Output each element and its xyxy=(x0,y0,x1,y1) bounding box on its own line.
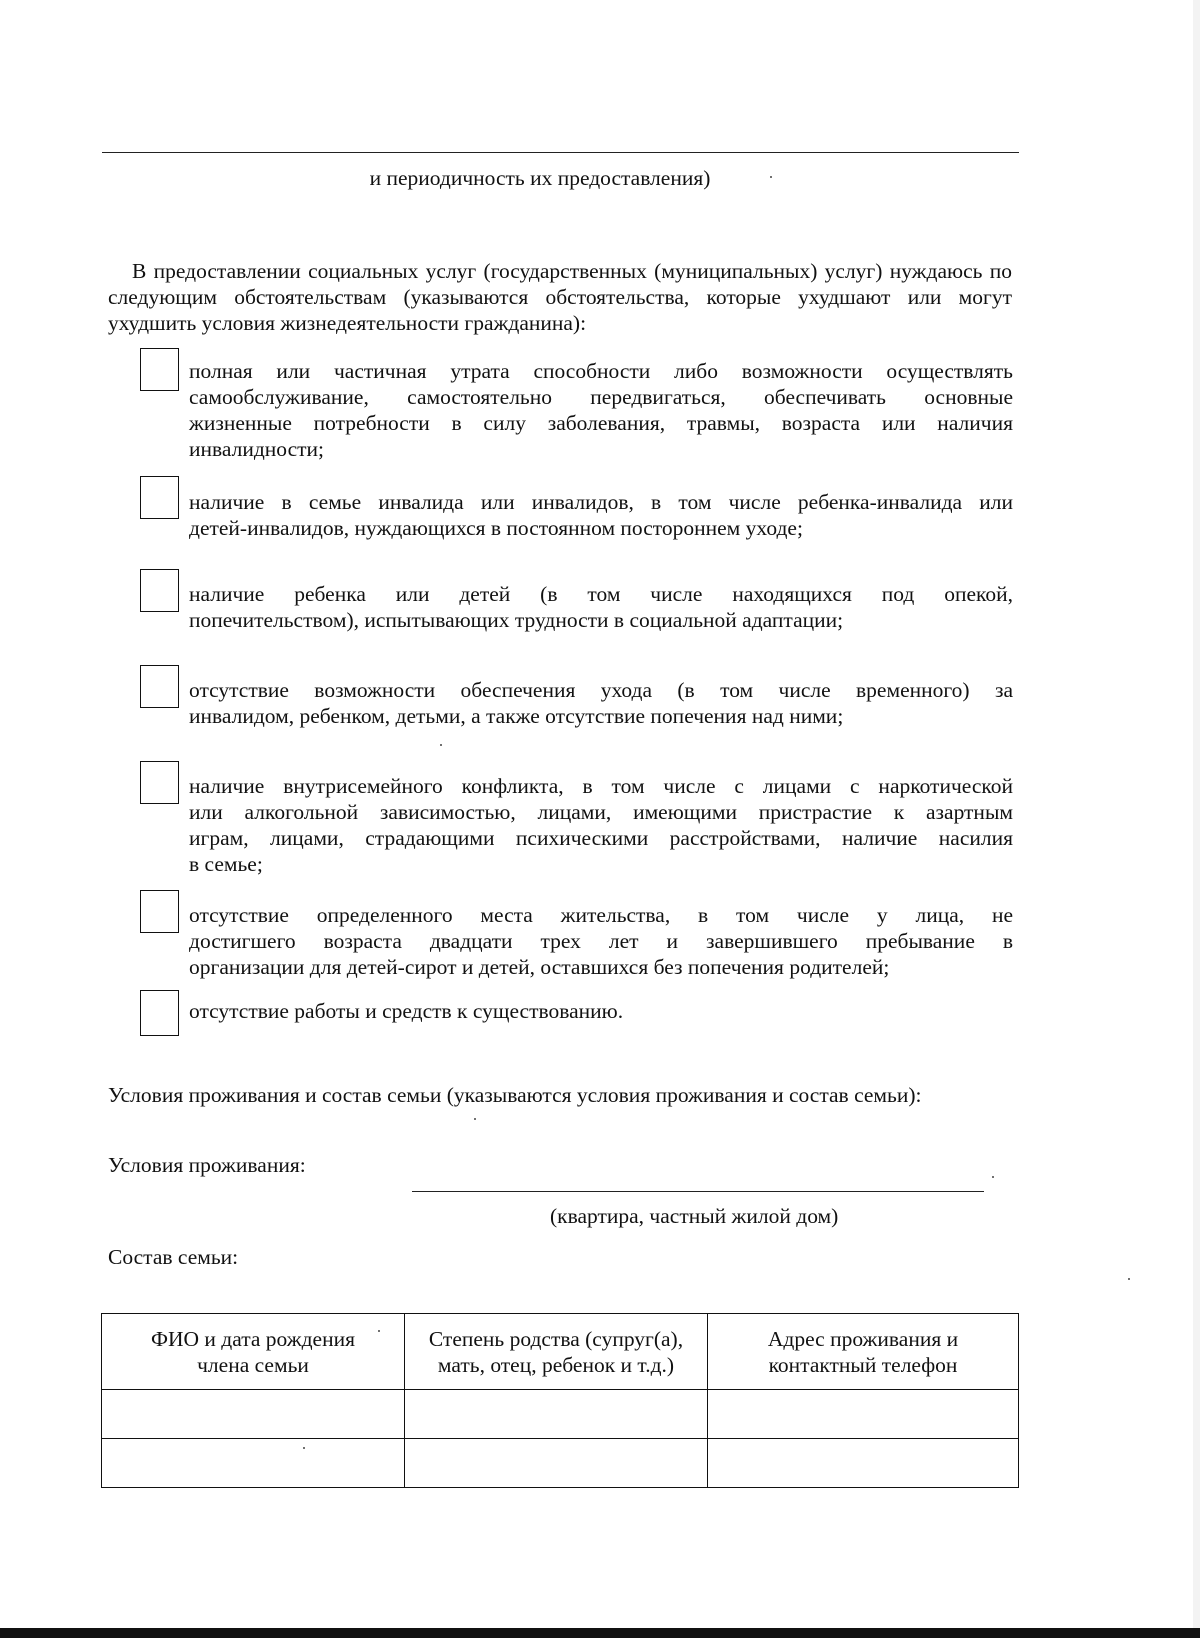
circumstance-checkbox-7[interactable] xyxy=(140,990,179,1036)
text-line: организации для детей-сирот и детей, оставшихся без попечения родителей; xyxy=(189,955,890,979)
header-line: мать, отец, ребенок и т.д.) xyxy=(437,1352,675,1377)
table-header-row xyxy=(102,1314,1019,1390)
services-field-caption: и периодичность их предоставления) xyxy=(369,166,711,190)
scan-speck xyxy=(992,1176,994,1178)
text-line: наличие ребенка или детей (в том числе находящихся под опекой, xyxy=(189,582,1013,606)
text-line: наличие внутрисемейного конфликта, в том числе с лицами с наркотической xyxy=(189,774,1013,798)
scan-speck xyxy=(378,1330,380,1332)
conditions-hint: (квартира, частный жилой дом) xyxy=(550,1204,839,1228)
conditions-label-row xyxy=(108,1152,1012,1178)
circumstance-checkbox-6[interactable] xyxy=(140,890,179,933)
services-field-underline xyxy=(102,152,1019,153)
header-line: контактный телефон xyxy=(768,1352,958,1377)
circumstance-text-6 xyxy=(189,902,1013,980)
text-line: или алкогольной зависимостью, лицами, имеющими пристрастие к азартным xyxy=(189,800,1013,824)
scan-speck xyxy=(1128,1278,1130,1280)
intro-text: В предоставлении социальных услуг (государственных (муниципальных) услуг) нуждаюсь по следующим обстоятельствам (указываются обстоятельства, которые ухудшают или могут ухудшить условия жизнедеятельности гражданина): xyxy=(108,259,1012,335)
header-line: Степень родства (супруг(а), xyxy=(428,1326,684,1351)
text-line: инвалидом, ребенком, детьми, а также отсутствие попечения над ними; xyxy=(189,704,844,728)
table-cell[interactable] xyxy=(405,1390,708,1439)
scan-speck xyxy=(770,176,772,178)
text-line: попечительством), испытывающих трудности в социальной адаптации; xyxy=(189,608,844,632)
header-line: ФИО и дата рождения xyxy=(151,1326,355,1351)
conditions-input-underline[interactable] xyxy=(412,1191,984,1192)
circumstance-text-2 xyxy=(189,489,1013,541)
table-cell[interactable] xyxy=(102,1390,405,1439)
table-cell[interactable] xyxy=(708,1439,1019,1488)
circumstance-checkbox-5[interactable] xyxy=(140,761,179,804)
circumstance-checkbox-4[interactable] xyxy=(140,665,179,708)
text-line: достигшего возраста двадцати трех лет и завершившего пребывание в xyxy=(189,929,1013,953)
text-line: отсутствие определенного места жительства, в том числе у лица, не xyxy=(189,903,1013,927)
circumstance-text-3 xyxy=(189,581,1013,633)
text-line: самообслуживание, самостоятельно передвигаться, обеспечивать основные xyxy=(189,385,1013,409)
text-line: инвалидности; xyxy=(189,437,324,461)
text-line: играм, лицами, страдающими психическими расстройствами, наличие насилия xyxy=(189,826,1013,850)
circumstance-checkbox-3[interactable] xyxy=(140,569,179,612)
family-table xyxy=(101,1313,1018,1488)
circumstance-text-4 xyxy=(189,677,1013,729)
text-line: отсутствие возможности обеспечения ухода (в том числе временного) за xyxy=(189,678,1013,702)
living-conditions-section xyxy=(108,1082,1012,1108)
circumstance-text-7 xyxy=(189,998,1013,1024)
circumstance-text-5 xyxy=(189,773,1013,877)
text-line: детей-инвалидов, нуждающихся в постоянном постороннем уходе; xyxy=(189,516,803,540)
circumstance-checkbox-2[interactable] xyxy=(140,476,179,519)
family-label: Состав семьи: xyxy=(108,1245,239,1269)
text-line: наличие в семье инвалида или инвалидов, в том числе ребенка-инвалида или xyxy=(189,490,1013,514)
circumstance-checkbox-1[interactable] xyxy=(140,348,179,391)
text-line: полная или частичная утрата способности либо возможности осуществлять xyxy=(189,359,1013,383)
table-cell[interactable] xyxy=(405,1439,708,1488)
intro-paragraph xyxy=(108,258,1012,336)
living-section-text: Условия проживания и состав семьи (указываются условия проживания и состав семьи): xyxy=(108,1083,922,1107)
column-header-relation xyxy=(405,1314,708,1390)
scan-speck xyxy=(440,744,442,746)
scan-speck xyxy=(303,1447,305,1449)
column-header-name xyxy=(102,1314,405,1390)
table-row xyxy=(102,1390,1019,1439)
column-header-address xyxy=(708,1314,1019,1390)
text-line: жизненные потребности в силу заболевания, травмы, возраста или наличия xyxy=(189,411,1013,435)
header-line: Адрес проживания и xyxy=(767,1326,959,1351)
table-row xyxy=(102,1439,1019,1488)
family-label-row xyxy=(108,1244,1012,1270)
scan-edge xyxy=(1193,0,1200,1638)
conditions-label: Условия проживания: xyxy=(108,1153,306,1177)
table-cell[interactable] xyxy=(708,1390,1019,1439)
scan-speck xyxy=(474,1118,476,1120)
text-line: отсутствие работы и средств к существованию. xyxy=(189,999,624,1023)
circumstance-text-1 xyxy=(189,358,1013,462)
table-cell[interactable] xyxy=(102,1439,405,1488)
text-line: в семье; xyxy=(189,852,263,876)
scan-edge-bottom xyxy=(0,1628,1200,1638)
header-line: члена семьи xyxy=(197,1352,309,1377)
